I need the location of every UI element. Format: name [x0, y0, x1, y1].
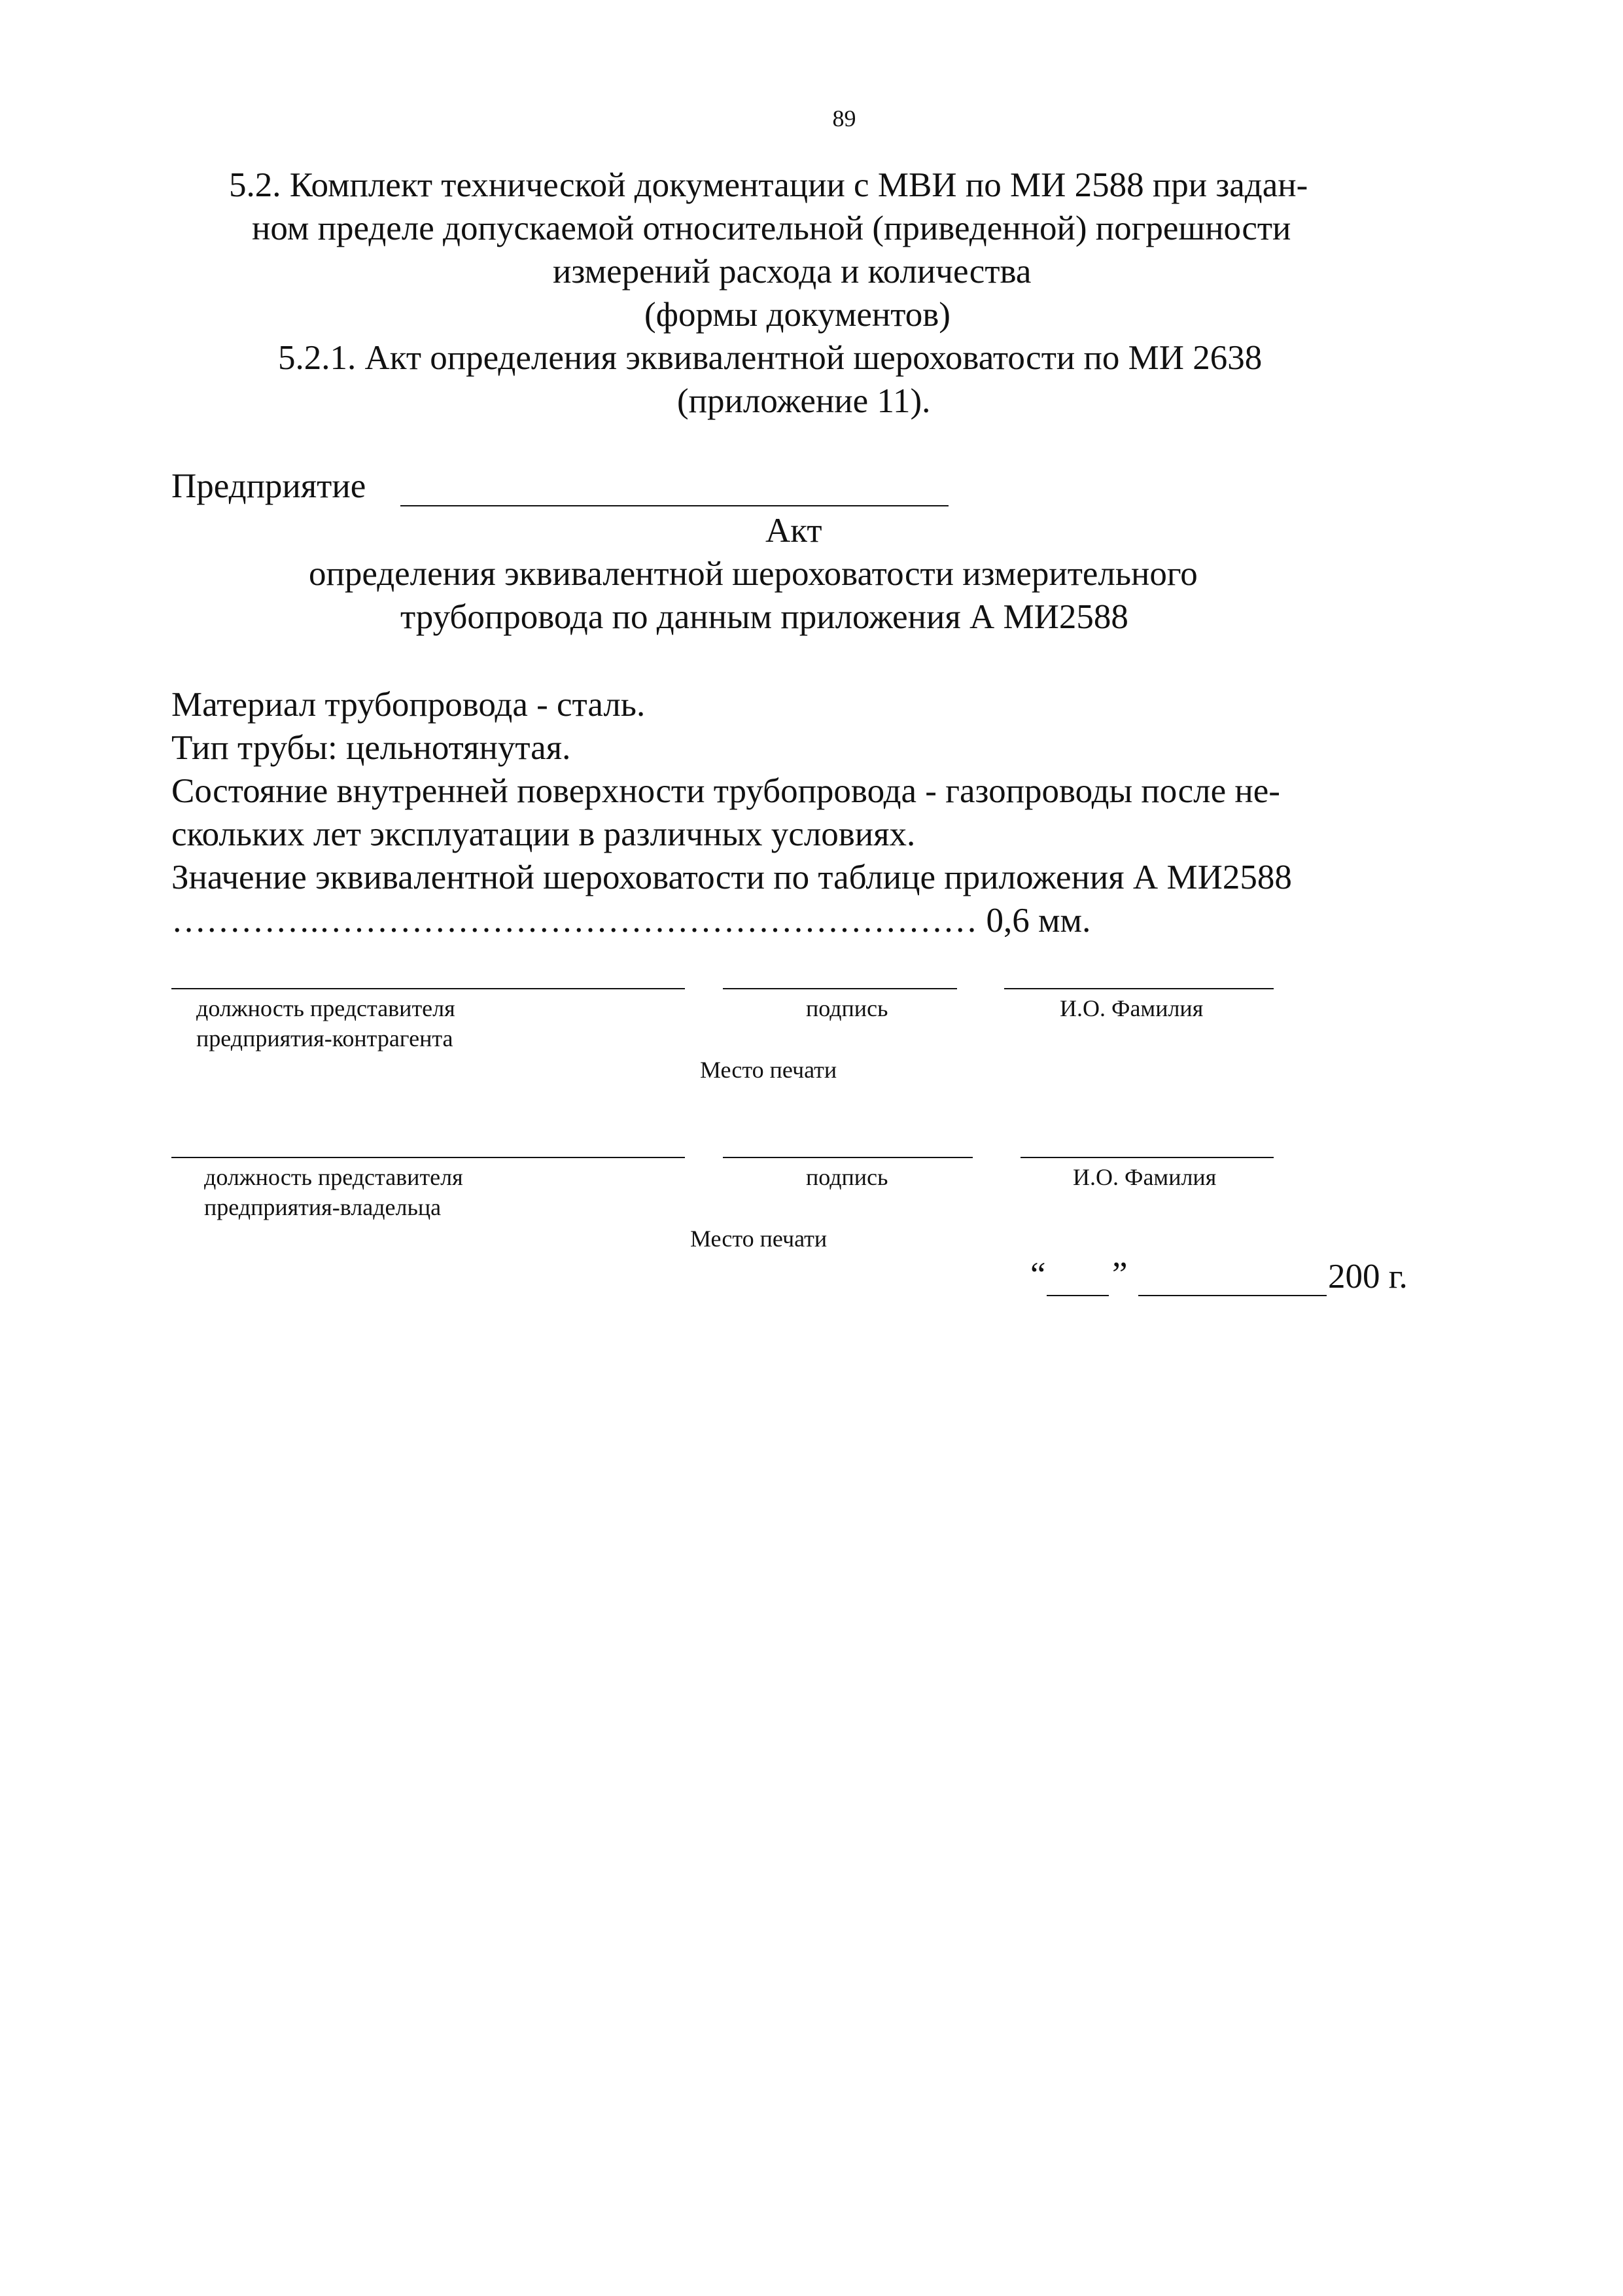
position-line-2: [171, 1157, 685, 1158]
date-month-line: [1138, 1295, 1327, 1296]
surface-text-2: скольких лет эксплуатации в различных условиях.: [171, 815, 916, 853]
signature-line-1: [723, 988, 957, 989]
roughness-value: 0,6 мм.: [977, 902, 1091, 940]
pipe-type-text: Тип трубы: цельнотянутая.: [171, 729, 571, 767]
position-caption-1a: должность представителя: [196, 995, 455, 1021]
seal-caption-1: Место печати: [700, 1057, 837, 1083]
heading-line-5: 5.2.1. Акт определения эквивалентной шероховатости по МИ 2638: [278, 339, 1263, 377]
name-caption-2: И.О. Фамилия: [1073, 1164, 1217, 1190]
page-number: 89: [832, 105, 856, 132]
roughness-label: Значение эквивалентной шероховатости по таблице приложения А МИ2588: [171, 858, 1292, 896]
roughness-value-line: [171, 899, 1091, 942]
heading-line-6: (приложение 11).: [677, 382, 931, 420]
surface-text-1: Состояние внутренней поверхности трубопровода - газопроводы после не-: [171, 772, 1280, 810]
enterprise-label: Предприятие: [171, 467, 366, 505]
roughness-leader: ………….…………………………………………………: [171, 902, 978, 940]
act-title: Акт: [765, 512, 822, 550]
material-text: Материал трубопровода - сталь.: [171, 686, 646, 724]
heading-line-4: (формы документов): [644, 296, 951, 334]
signature-caption-2: подпись: [806, 1164, 888, 1190]
heading-line-1: 5.2. Комплект технической документации с МВИ по МИ 2588 при задан-: [229, 166, 1308, 204]
signature-caption-1: подпись: [806, 995, 888, 1021]
date-open-quote: “: [1030, 1256, 1046, 1294]
date-close-quote: ”: [1112, 1256, 1128, 1294]
position-line-1: [171, 988, 685, 989]
heading-line-3: измерений расхода и количества: [553, 253, 1032, 291]
name-line-1: [1004, 988, 1274, 989]
name-line-2: [1021, 1157, 1274, 1158]
signature-line-2: [723, 1157, 973, 1158]
name-caption-1: И.О. Фамилия: [1060, 995, 1204, 1021]
enterprise-fill-line: [400, 505, 949, 506]
position-caption-2b: предприятия-владельца: [204, 1194, 442, 1220]
date-year: 200 г.: [1328, 1258, 1408, 1296]
position-caption-1b: предприятия-контрагента: [196, 1025, 453, 1051]
act-subtitle-2: трубопровода по данным приложения А МИ2588: [400, 598, 1128, 636]
position-caption-2a: должность представителя: [204, 1164, 463, 1190]
heading-line-2: ном пределе допускаемой относительной (приведенной) погрешности: [252, 209, 1291, 247]
date-day-line: [1047, 1295, 1109, 1296]
act-subtitle-1: определения эквивалентной шероховатости измерительного: [309, 555, 1198, 593]
seal-caption-2: Место печати: [690, 1226, 828, 1252]
